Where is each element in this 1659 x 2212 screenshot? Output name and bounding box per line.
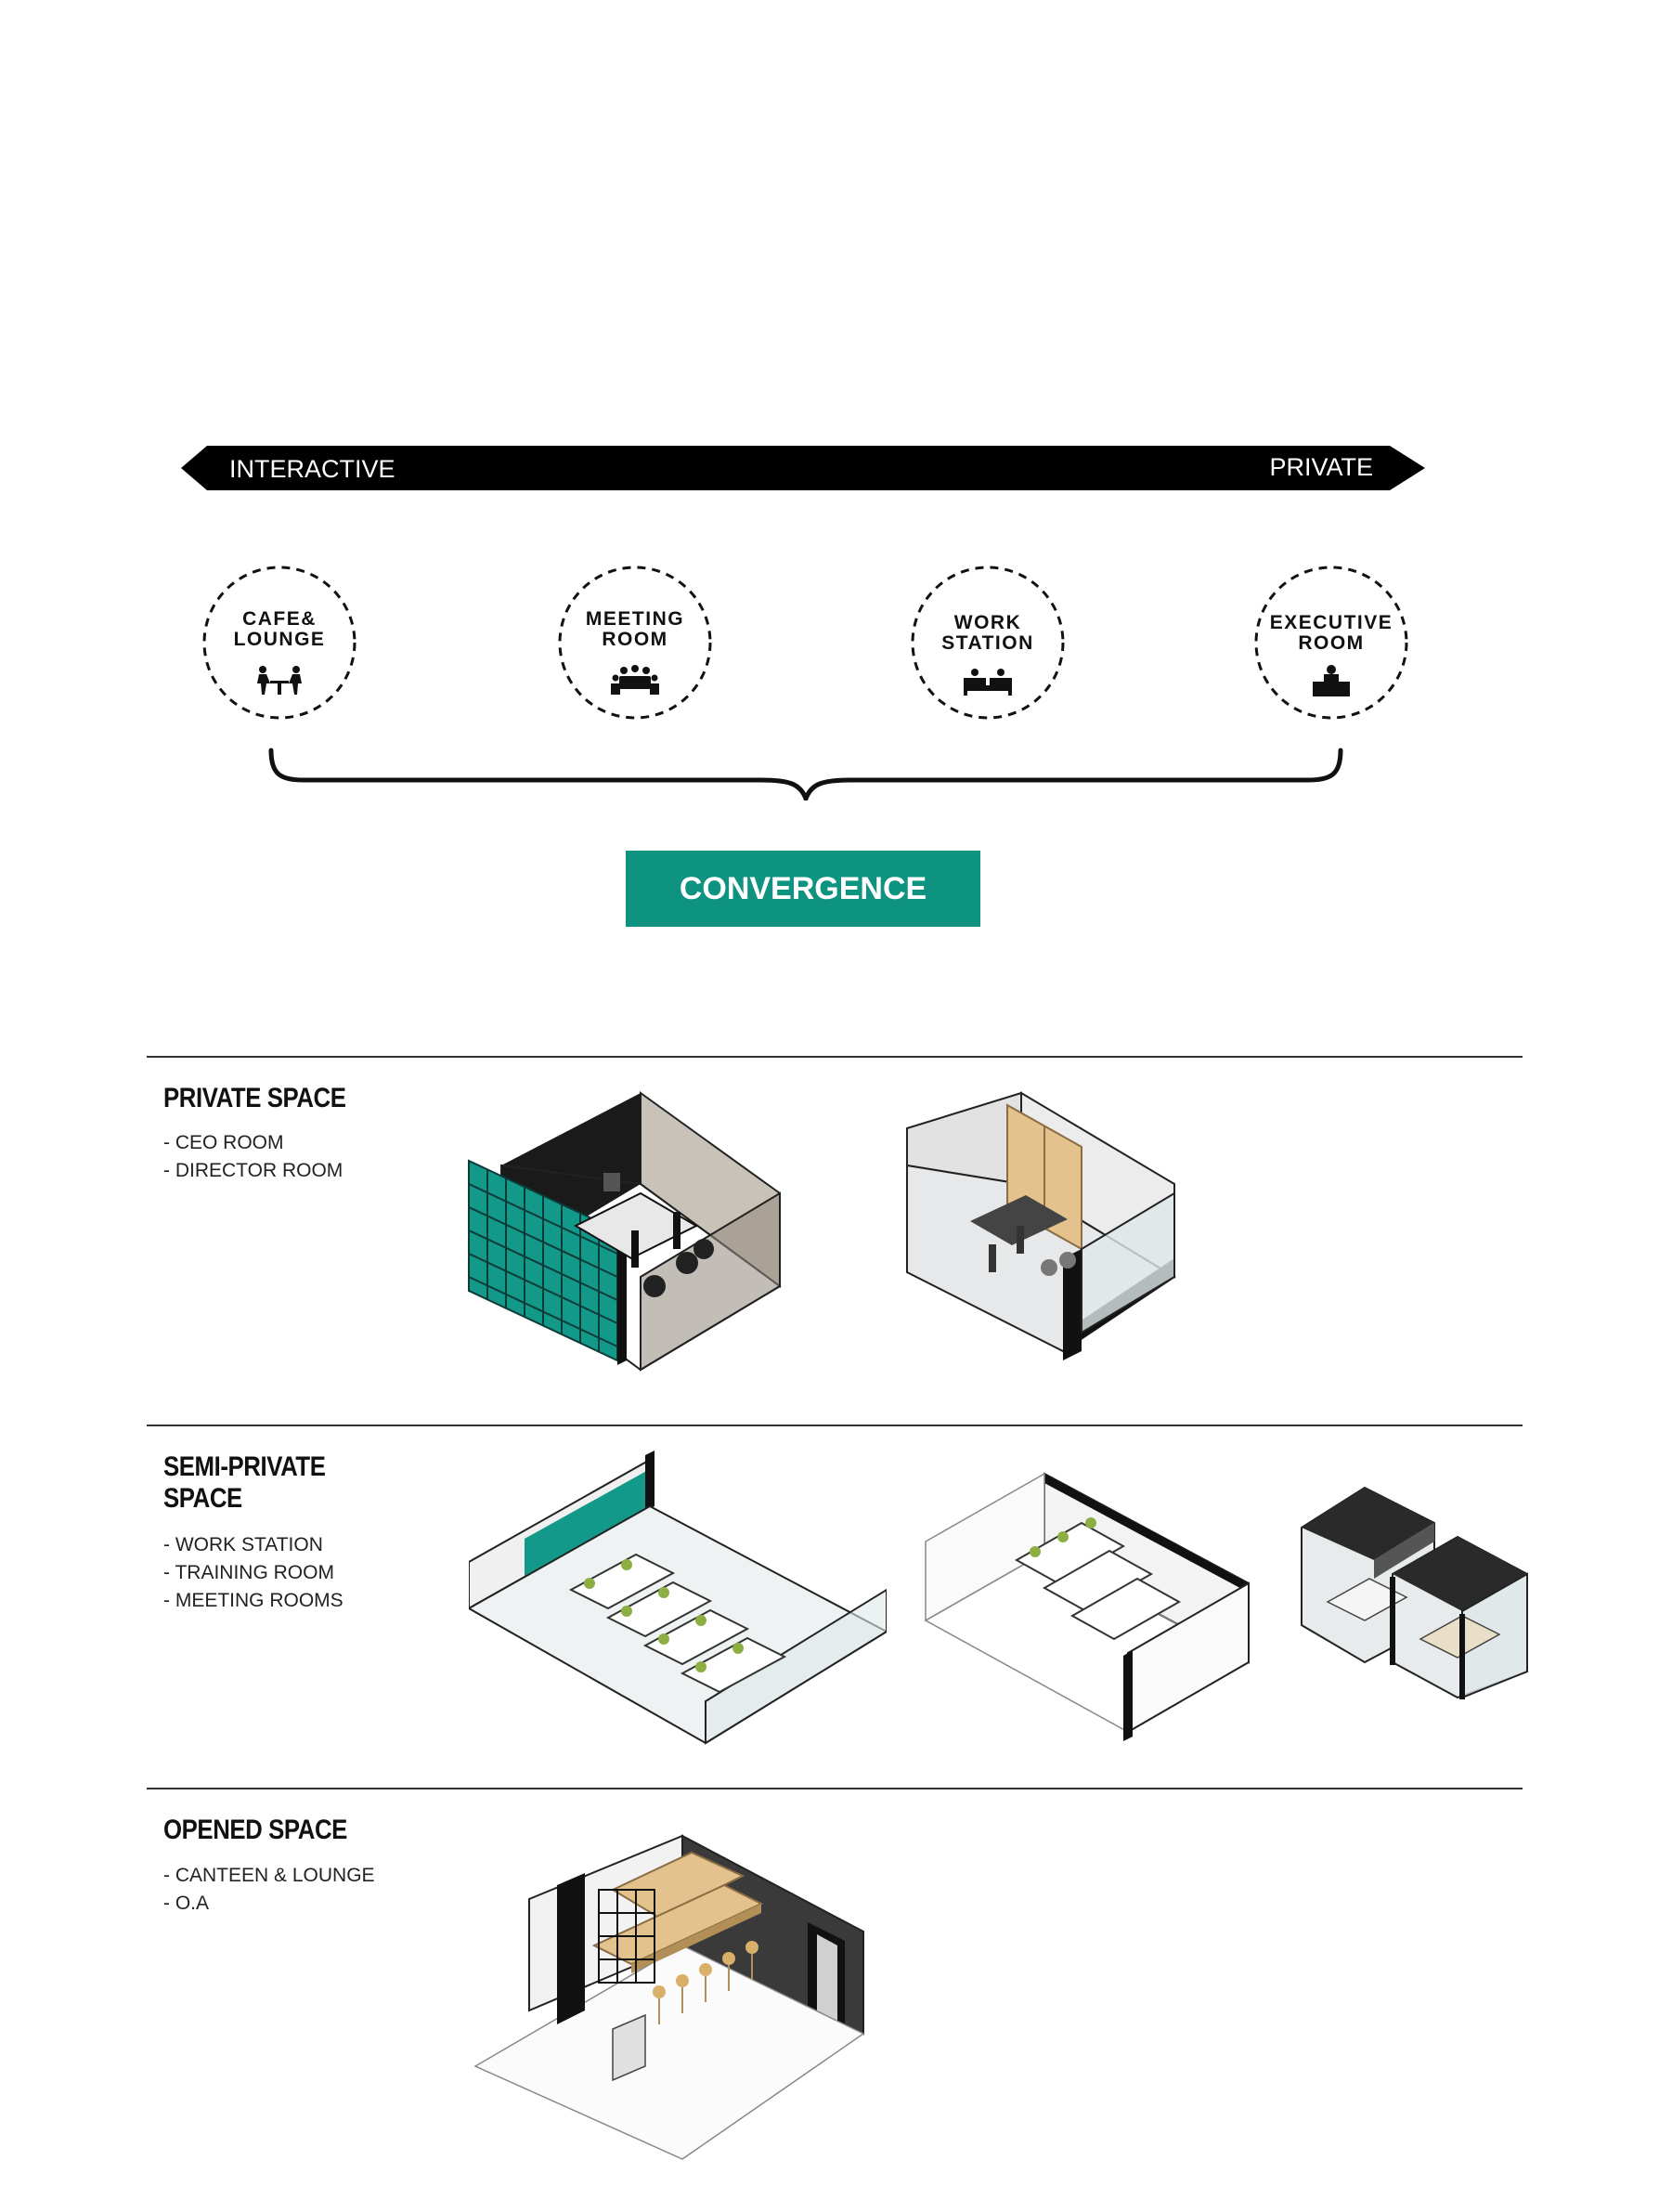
section-title-private: PRIVATE SPACE: [163, 1083, 346, 1113]
divider: [147, 1056, 1523, 1058]
canteen-lounge-isometric: [473, 1834, 873, 2168]
zone-meeting-room: [557, 565, 713, 721]
convergence-brace: [260, 745, 1352, 800]
list-item: - TRAINING ROOM: [163, 1562, 334, 1583]
interactive-private-spectrum: [181, 444, 1425, 492]
meeting-rooms-isometric: [1300, 1486, 1532, 1699]
work-station-isometric: [469, 1451, 887, 1757]
section-title-line2: SPACE: [163, 1483, 242, 1514]
zone-label-line2: ROOM: [602, 629, 668, 650]
zone-label-line1: CAFE&: [242, 608, 317, 630]
section-title-opened: OPENED SPACE: [163, 1815, 347, 1845]
section-list-opened: [163, 1862, 375, 1918]
list-item: - O.A: [163, 1893, 210, 1914]
workstation-desk-icon: [960, 665, 1016, 696]
meeting-group-icon: [607, 665, 663, 696]
list-item: - CANTEEN & LOUNGE: [163, 1865, 375, 1886]
director-room-isometric: [905, 1091, 1193, 1365]
section-list-private: [163, 1129, 343, 1185]
zone-label-line2: ROOM: [1298, 632, 1365, 654]
zone-label-line2: STATION: [941, 632, 1034, 654]
ceo-room-isometric: [464, 1091, 789, 1374]
spectrum-right-label: PRIVATE: [1269, 453, 1373, 481]
zone-label-line1: MEETING: [585, 608, 685, 630]
spectrum-left-label: INTERACTIVE: [229, 455, 395, 483]
zone-label-line2: LOUNGE: [233, 629, 326, 650]
list-item: - WORK STATION: [163, 1534, 323, 1555]
divider: [147, 1425, 1523, 1426]
divider: [147, 1788, 1523, 1789]
list-item: - DIRECTOR ROOM: [163, 1160, 343, 1181]
training-room-isometric: [924, 1472, 1258, 1741]
convergence-label: CONVERGENCE: [626, 851, 980, 927]
section-title-semi-private: [163, 1451, 325, 1515]
section-list-semi-private: [163, 1531, 343, 1615]
section-title-line1: SEMI-PRIVATE: [163, 1451, 326, 1482]
executive-desk-icon: [1303, 665, 1359, 696]
list-item: - MEETING ROOMS: [163, 1590, 343, 1611]
people-at-table-icon: [252, 665, 307, 696]
zone-label-line1: EXECUTIVE: [1269, 612, 1393, 633]
zone-label-line1: WORK: [953, 612, 1022, 633]
zone-cafe-lounge: [201, 565, 357, 721]
list-item: - CEO ROOM: [163, 1132, 284, 1153]
zone-executive-room: [1253, 565, 1409, 721]
zone-work-station: [910, 565, 1066, 721]
